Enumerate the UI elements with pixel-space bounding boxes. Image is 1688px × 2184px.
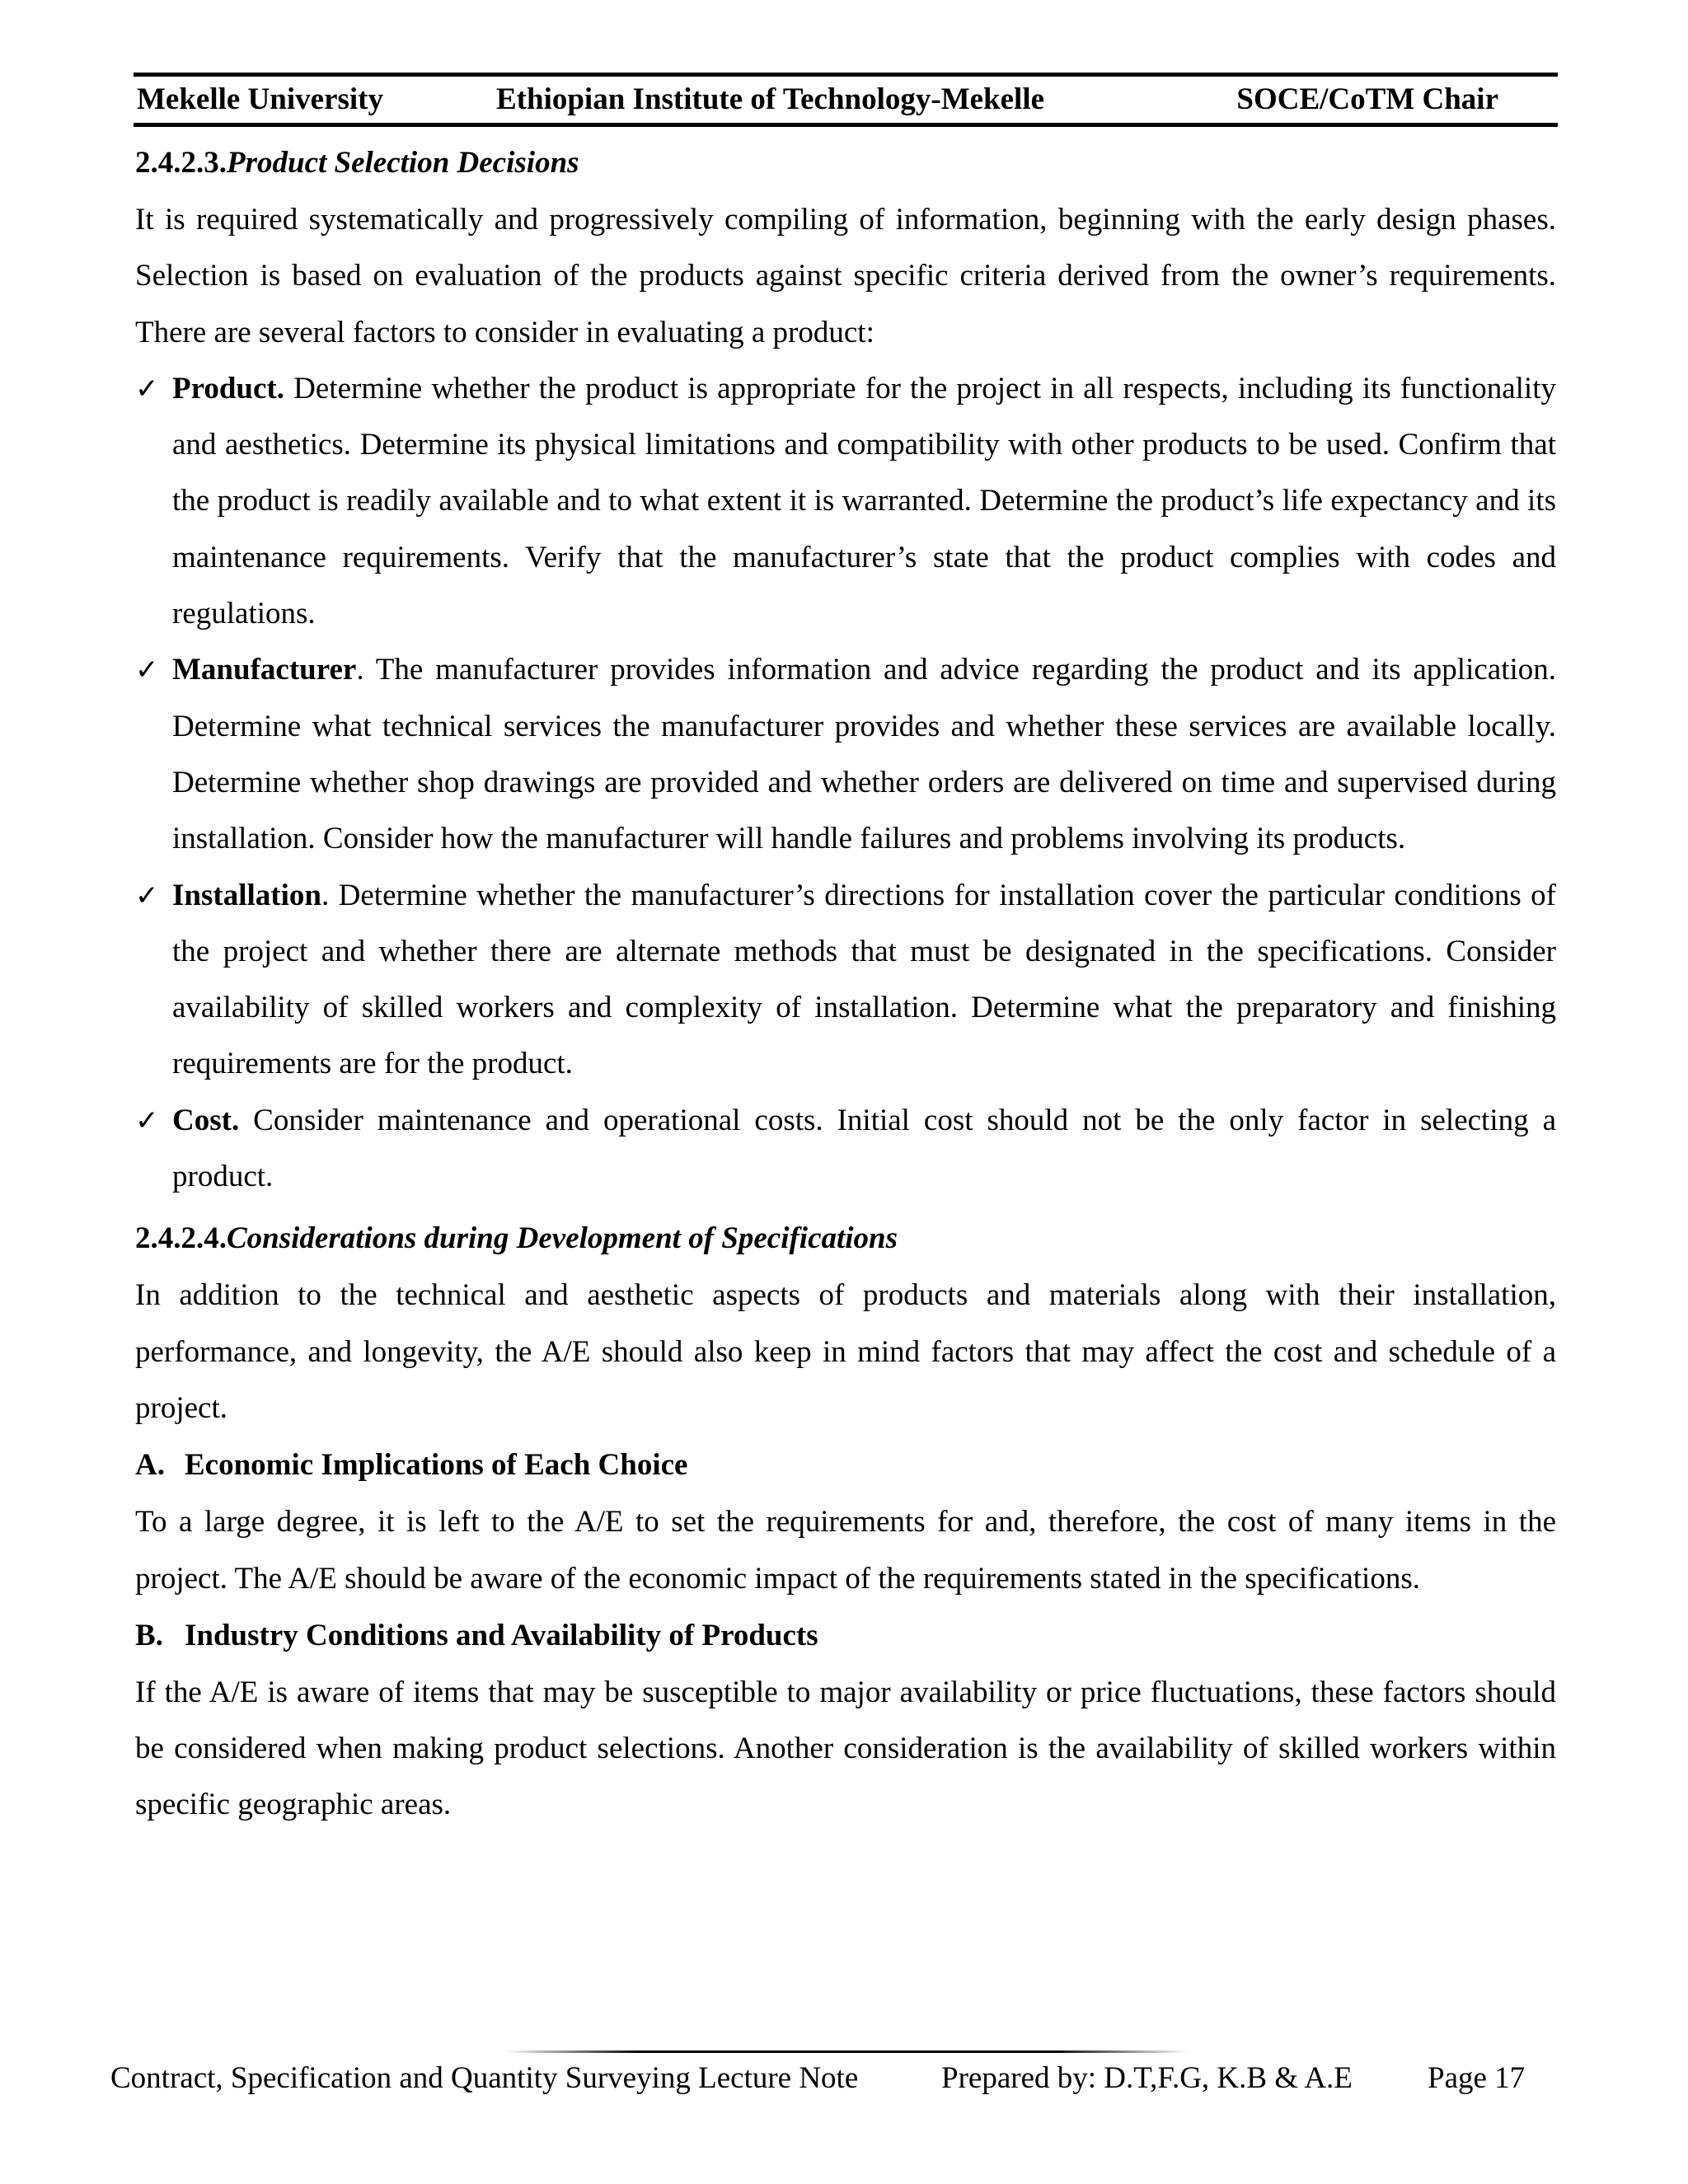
list-item-product: [135, 361, 1556, 642]
subsection-title: Industry Conditions and Availability of Products: [185, 1618, 818, 1652]
subsection-letter: B.: [135, 1618, 163, 1652]
header-chair: SOCE/CoTM Chair: [1236, 82, 1498, 116]
section-title: Considerations during Development of Specifications: [227, 1221, 898, 1256]
list-item-lead: Manufacturer: [172, 653, 357, 687]
header-institute: Ethiopian Institute of Technology-Mekelle: [496, 82, 1045, 116]
check-icon: ✓: [135, 1104, 159, 1137]
page-content: [135, 134, 1556, 1834]
subsection-heading-economic: [135, 1436, 1556, 1494]
section-number: 2.4.2.4.: [135, 1221, 227, 1256]
subsection-title: Economic Implications of Each Choice: [185, 1448, 688, 1483]
list-item-text: Determine whether the product is appropriate for the project in all respects, including its functionality and aesthetics. Determine its physical limitations and compatibility with other products to be used. Confirm that the product is readily available and to what extent it is warranted. Determine the product’s life expectancy and its maintenance requirements. Verify that the manufacturer’s state that the product complies with codes and regulations.: [172, 371, 1556, 631]
subsection-paragraph: If the A/E is aware of items that may be susceptible to major availability or price fluctuations, these factors should be considered when making product selections. Another consideration is the availability of skilled workers within specific geographic areas.: [135, 1675, 1556, 1822]
check-icon: ✓: [135, 879, 159, 912]
list-item-installation: [135, 868, 1556, 1093]
subsection-letter: A.: [135, 1448, 165, 1483]
page-header: [134, 73, 1558, 127]
section-intro-paragraph: It is required systematically and progressively compiling of information, beginning with the early design phases. Selection is based on evaluation of the products against specific criteria derived from the owner’s requirements. There are several factors to consider in evaluating a product:: [135, 203, 1556, 349]
footer-divider: [504, 2050, 1189, 2053]
list-item-lead: Installation: [172, 878, 321, 912]
footer-authors: Prepared by: D.T,F.G, K.B & A.E: [941, 2061, 1353, 2095]
section-title: Product Selection Decisions: [227, 146, 579, 180]
section-number: 2.4.2.3.: [135, 146, 227, 180]
list-item-cost: [135, 1093, 1556, 1206]
section-heading-considerations: [135, 1210, 1556, 1268]
check-icon: ✓: [135, 654, 159, 687]
check-icon: ✓: [135, 372, 159, 405]
section-intro-paragraph: In addition to the technical and aesthetic aspects of products and materials along with their installation, performance, and longevity, the A/E should also keep in mind factors that may affect the cost and schedule of a project.: [135, 1278, 1556, 1425]
list-item-text: Consider maintenance and operational costs. Initial cost should not be the only factor in selecting a product.: [172, 1103, 1556, 1194]
header-institution: Mekelle University: [137, 82, 383, 116]
list-item-text: . The manufacturer provides information and advice regarding the product and its application. Determine what technical services the manufacturer provides and whether these services are available locally. Determine whether shop drawings are provided and whether orders are delivered on time and supervised during installation. Consider how the manufacturer will handle failures and problems involving its products.: [172, 653, 1556, 856]
list-item-text: . Determine whether the manufacturer’s directions for installation cover the particular conditions of the project and whether there are alternate methods that must be designated in the specifications. Consider availability of skilled workers and complexity of installation. Determine what the preparatory and finishing requirements are for the product.: [172, 878, 1556, 1081]
section-heading-product-selection: [135, 134, 1556, 192]
list-item-lead: Product.: [172, 371, 285, 405]
page-number: Page 17: [1428, 2061, 1526, 2095]
subsection-paragraph: To a large degree, it is left to the A/E to set the requirements for and, therefore, the cost of many items in the project. The A/E should be aware of the economic impact of the requirements stated in the specifications.: [135, 1505, 1556, 1596]
subsection-heading-industry: [135, 1607, 1556, 1665]
list-item-manufacturer: [135, 642, 1556, 867]
footer-course-title: Contract, Specification and Quantity Surveying Lecture Note: [110, 2061, 859, 2095]
list-item-lead: Cost.: [172, 1103, 240, 1137]
